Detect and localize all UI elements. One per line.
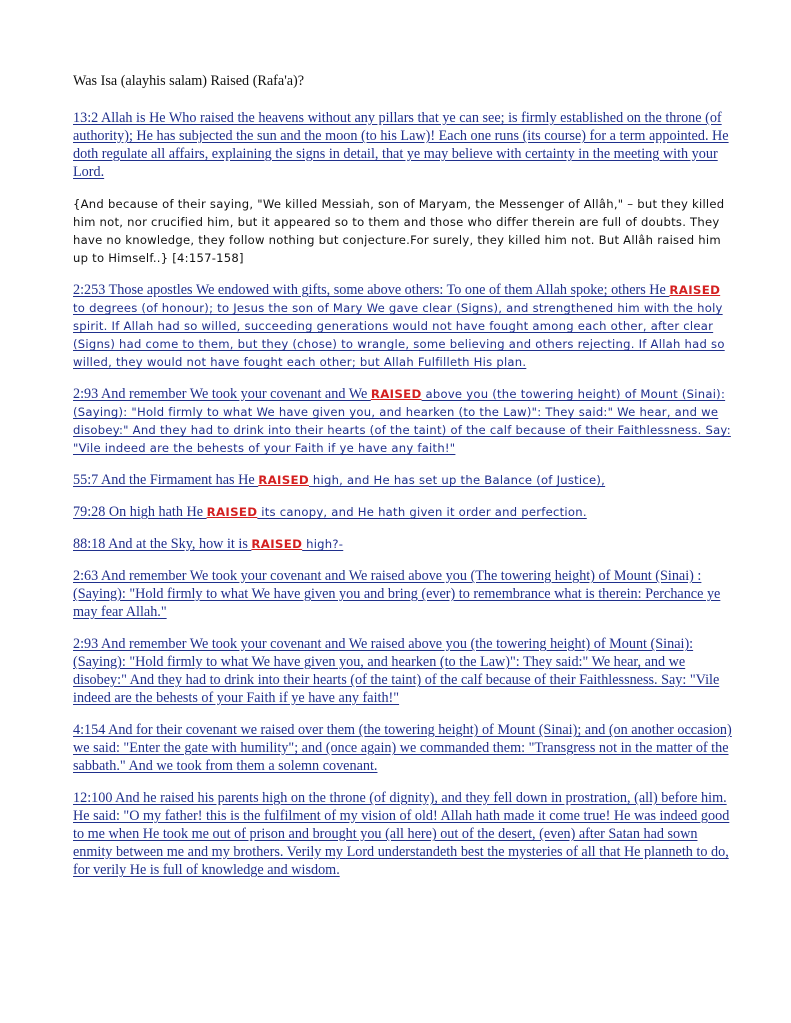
verse-text[interactable]: 12:100 And he raised his parents high on the throne (of dignity), and they fell down in prostration, (all) before him. He said: "O my father! this is the fulfilment of my vision of old! Allah hath made it come true! He was indeed good to me when He took me out of prison and brought you (all here) out of the desert, (even) after Satan had sown enmity between me and my brothers. Verily my Lord understandeth best the mysteries of all that He planneth to do, for verily He is full of knowledge and wisdom.: [73, 790, 730, 878]
verse-lead[interactable]: 88:18 And at the Sky, how it is: [73, 536, 252, 552]
raised-highlight[interactable]: RAISED: [251, 537, 303, 551]
verse-88-18[interactable]: [73, 535, 733, 553]
quote-text: {And because of their saying, "We killed Messiah, son of Maryam, the Messenger of Allâh," – but they killed him not, nor crucified him, but it appeared so to them and those who differ therein are full of doubts. They have no knowledge, they follow nothing but conjecture.For surely, they killed him not. But Allâh raised him up to Himself..} [4:157-158]: [73, 197, 725, 265]
verse-rest[interactable]: high?-: [302, 537, 344, 551]
verse-2-253[interactable]: [73, 281, 733, 371]
quote-4-157: [73, 195, 733, 267]
verse-rest[interactable]: its canopy, and He hath given it order and perfection.: [257, 505, 587, 519]
raised-highlight[interactable]: RAISED: [206, 505, 258, 519]
verse-79-28[interactable]: [73, 503, 733, 521]
document-page: [73, 72, 733, 893]
verse-55-7[interactable]: [73, 471, 733, 489]
verse-text[interactable]: 2:93 And remember We took your covenant and We raised above you (the towering height) of Mount (Sinai): (Saying): "Hold firmly to what We have given you, and hearken (to the Law)": They said:" We hear, and we disobey:" And they had to drink into their hearts (of the taint) of the calf because of their Faithlessness. Say: "Vile indeed are the behests of your Faith if ye have any faith!": [73, 636, 720, 706]
verse-13-2[interactable]: [73, 109, 733, 181]
raised-highlight[interactable]: RAISED: [258, 473, 309, 487]
raised-highlight[interactable]: RAISED: [370, 387, 422, 401]
verse-4-154[interactable]: [73, 721, 733, 775]
verse-lead[interactable]: 2:253 Those apostles We endowed with gifts, some above others: To one of them Allah spoke; others He: [73, 282, 670, 298]
verse-2-63[interactable]: [73, 567, 733, 621]
verse-lead[interactable]: 2:93 And remember We took your covenant and We: [73, 386, 371, 402]
verse-lead[interactable]: 79:28 On high hath He: [73, 504, 207, 520]
page-title: Was Isa (alayhis salam) Raised (Rafa'a)?: [73, 73, 305, 89]
verse-rest[interactable]: high, and He has set up the Balance (of Justice),: [308, 473, 606, 487]
raised-highlight[interactable]: RAISED: [669, 283, 721, 297]
verse-2-93-highlight[interactable]: [73, 385, 733, 457]
verse-text[interactable]: 13:2 Allah is He Who raised the heavens without any pillars that ye can see; is firmly established on the throne (of authority); He has subjected the sun and the moon (to his Law)! Each one runs (its course) for a term appointed. He doth regulate all affairs, explaining the signs in detail, that ye may believe with certainty in the meeting with your Lord.: [73, 110, 729, 180]
verse-text[interactable]: 4:154 And for their covenant we raised over them (the towering height) of Mount (Sinai); and (on another occasion) we said: "Enter the gate with humility"; and (once again) we commanded them: "Transgress not in the matter of the sabbath." And we took from them a solemn covenant.: [73, 722, 732, 774]
verse-text[interactable]: 2:63 And remember We took your covenant and We raised above you (The towering height) of Mount (Sinai) : (Saying): "Hold firmly to what We have given you and bring (ever) to remembrance what is therein: Perchance ye may fear Allah.": [73, 568, 721, 620]
verse-12-100[interactable]: [73, 789, 733, 879]
verse-rest[interactable]: above you (the towering height) of Mount (Sinai): (Saying): "Hold firmly to what We have given you, and hearken (to the Law)": They said:" We hear, and we disobey:" And they had to drink into their hearts (of the taint) of the calf because of their Faithlessness. Say: "Vile indeed are the behests of your Faith if ye have any faith!": [73, 387, 731, 455]
verse-lead[interactable]: 55:7 And the Firmament has He: [73, 472, 259, 488]
verse-rest[interactable]: to degrees (of honour); to Jesus the son of Mary We gave clear (Signs), and strengthened him with the holy spirit. If Allah had so willed, succeeding generations would not have fought among each other, after clear (Signs) had come to them, but they (chose) to wrangle, some believing and others rejecting. If Allah had so willed, they would not have fought each other; but Allah Fulfilleth His plan.: [73, 301, 725, 369]
verse-2-93[interactable]: [73, 635, 733, 707]
